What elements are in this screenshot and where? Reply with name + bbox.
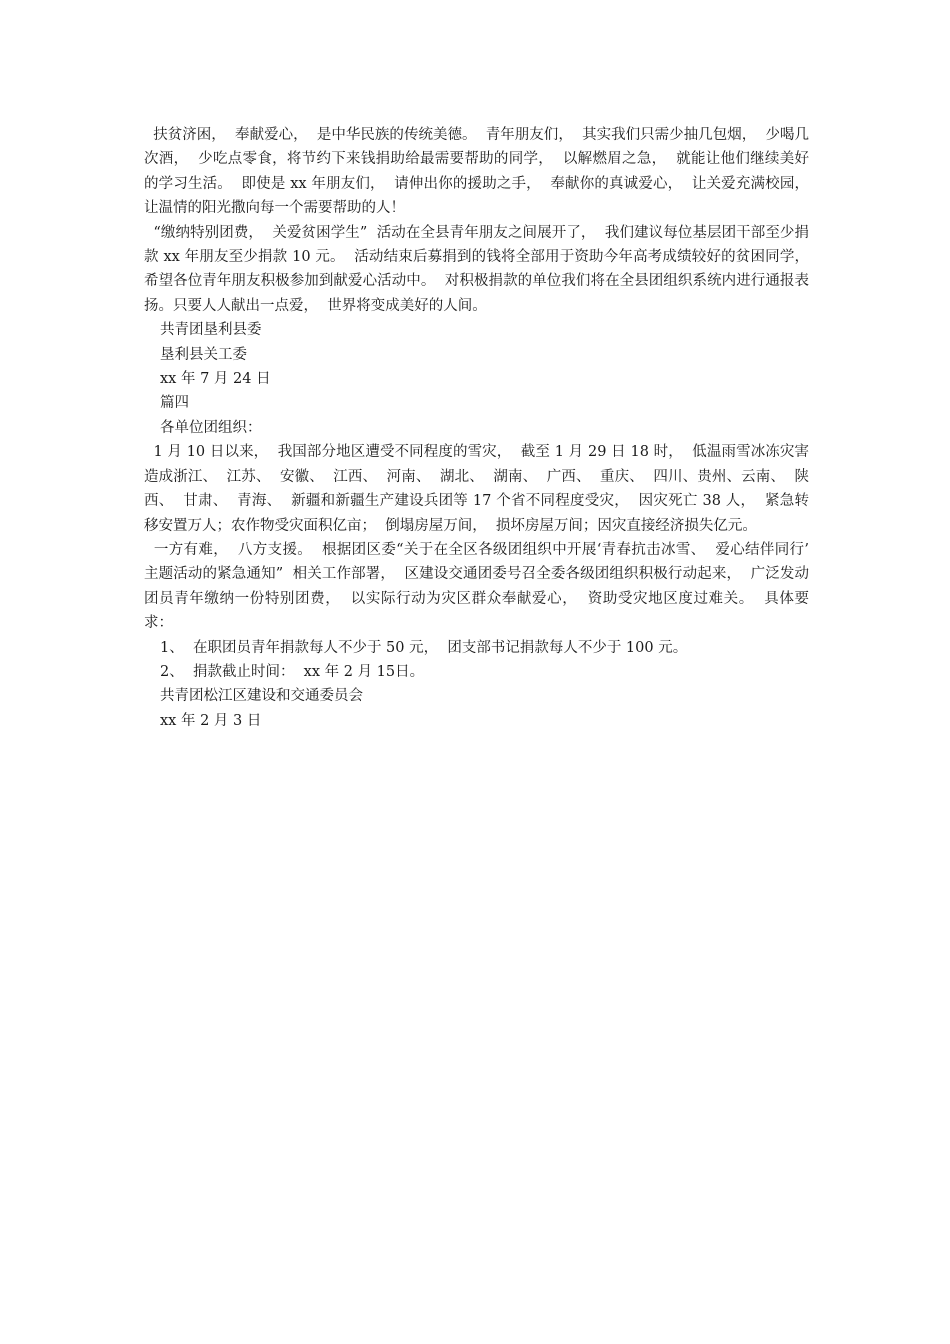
section-heading: 篇四 bbox=[160, 395, 189, 412]
paragraph-snow-disaster: 1 月 10 日以来， 我国部分地区遭受不同程度的雪灾， 截至 1 月 29 日 18 时， 低温雨雪冰冻灾害造成浙江、 江苏、 安徽、 江西、 河南、 湖北、 湖南、 广西、 重庆、 四川、贵州、云南、 陕西、 甘肃、 青海、 新疆和新疆生产建设兵团等 17 个省不同程度受灾， 因灾死亡 38 人， 紧急转移安置万人；农作物受灾面积亿亩； 倒塌房屋万间， 损坏房屋万间；因灾直接经济损失亿元。 bbox=[144, 444, 810, 534]
greeting-line: 各单位团组织： bbox=[160, 419, 262, 436]
signature-county-committee: 共青团垦利县委 bbox=[160, 322, 262, 339]
signature-care-committee: 垦利县关工委 bbox=[160, 346, 247, 363]
requirement-item-2: 2、 捐款截止时间： xx 年 2 月 15日。 bbox=[160, 663, 425, 680]
paragraph-special-dues: “缴纳特别团费， 关爱贫困学生” 活动在全县青年朋友之间展开了， 我们建议每位基层团干部至少捐款 xx 年朋友至少捐款 10 元。 活动结束后募捐到的钱将全部用于资助今年高考成绩较好的贫困同学， 希望各位青年朋友积极参加到献爱心活动中。 对积极捐款的单位我们将在全县团组织系统内进行通报表扬。只要人人献出一点爱， 世界将变成美好的人间。 bbox=[144, 224, 819, 314]
signature-district-committee: 共青团松江区建设和交通委员会 bbox=[160, 688, 363, 705]
date-first-notice: xx 年 7 月 24 日 bbox=[160, 371, 271, 388]
date-second-notice: xx 年 2 月 3 日 bbox=[160, 712, 262, 729]
document-body bbox=[144, 123, 819, 733]
paragraph-call-to-action: 一方有难， 八方支援。 根据团区委“关于在全区各级团组织中开展‘青春抗击冰雪、 爱心结伴同行’ 主题活动的紧急通知” 相关工作部署， 区建设交通团委号召全委各级团组织积极行动起来， 广泛发动团员青年缴纳一份特别团费， 以实际行动为灾区群众奉献爱心， 资助受灾地区度过难关。 具体要求： bbox=[144, 541, 819, 632]
requirement-item-1: 1、 在职团员青年捐款每人不少于 50 元， 团支部书记捐款每人不少于 100 元。 bbox=[160, 639, 688, 656]
paragraph-poverty-relief: 扶贫济困， 奉献爱心， 是中华民族的传统美德。 青年朋友们， 其实我们只需少抽几包烟， 少喝几次酒， 少吃点零食，将节约下来钱捐助给最需要帮助的同学， 以解燃眉之急， 就能让他们继续美好的学习生活。 即使是 xx 年朋友们， 请伸出你的援助之手， 奉献你的真诚爱心， 让关爱充满校园， 让温情的阳光撒向每一个需要帮助的人！ bbox=[144, 127, 819, 217]
